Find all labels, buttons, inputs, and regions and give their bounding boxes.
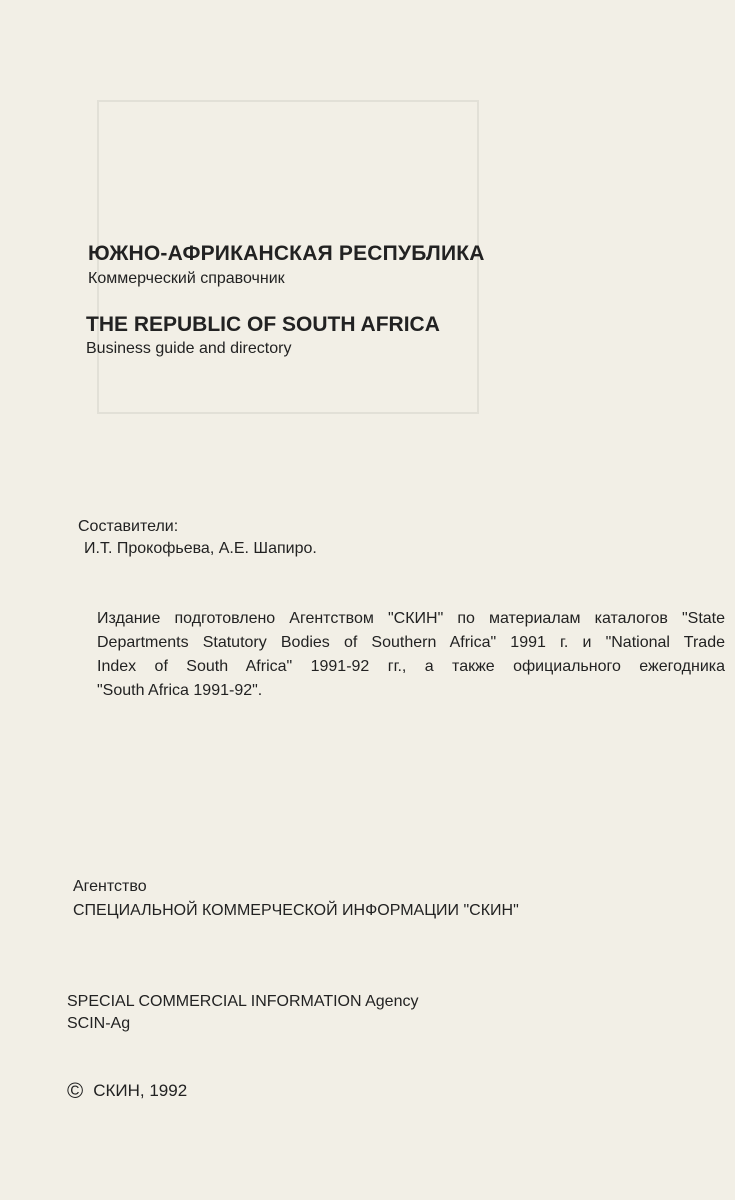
- english-subtitle: Business guide and directory: [86, 340, 292, 357]
- note-line: Departments Statutory Bodies of Southern Africa" 1991 г. и "National Trade: [97, 634, 725, 651]
- compilers-label: Составители:: [78, 518, 179, 535]
- agency-english-name: SPECIAL COMMERCIAL INFORMATION Agency: [67, 993, 419, 1010]
- agency-name: СПЕЦИАЛЬНОЙ КОММЕРЧЕСКОЙ ИНФОРМАЦИИ "СКИН": [73, 902, 519, 919]
- note-line: Index of South Africa" 1991-92 гг., а также официального ежегодника: [97, 658, 725, 675]
- copyright-text: СКИН, 1992: [93, 1081, 188, 1100]
- english-title: THE REPUBLIC OF SOUTH AFRICA: [86, 313, 440, 336]
- russian-subtitle: Коммерческий справочник: [88, 270, 285, 287]
- copyright-icon: ©: [67, 1078, 84, 1103]
- publication-note: [97, 607, 725, 703]
- agency-english-abbrev: SCIN-Ag: [67, 1015, 131, 1032]
- note-line: Издание подготовлено Агентством "СКИН" по материалам каталогов "State: [97, 610, 725, 627]
- compilers-names: И.Т. Прокофьева, А.Е. Шапиро.: [84, 540, 317, 557]
- copyright-line: [67, 1080, 187, 1102]
- russian-title: ЮЖНО-АФРИКАНСКАЯ РЕСПУБЛИКА: [88, 242, 485, 265]
- note-line: "South Africa 1991-92".: [97, 682, 263, 699]
- agency-label: Агентство: [73, 878, 147, 895]
